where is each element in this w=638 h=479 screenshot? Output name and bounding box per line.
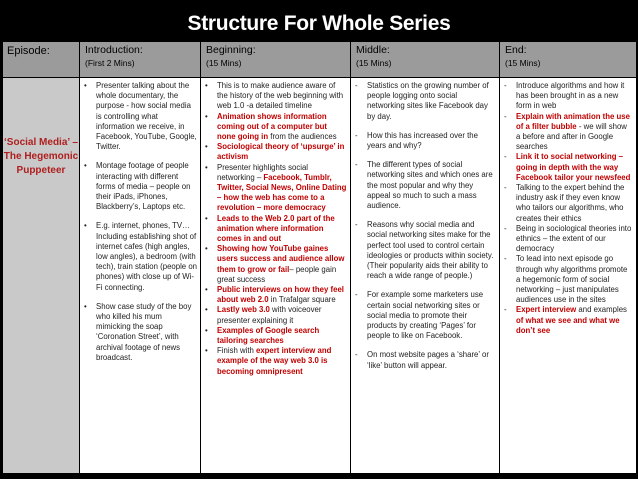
- list-item: [504, 224, 633, 255]
- beginning-list: [201, 78, 350, 377]
- item-text: [516, 183, 624, 223]
- header-beginning: [201, 42, 351, 78]
- beginning-cell: [201, 78, 351, 474]
- plain-text: Statistics on the growing number of people logging onto social networking sites like Facebook day by day.: [367, 81, 489, 121]
- item-text: [217, 285, 344, 304]
- highlight-text: Facebook, Tumblr, Twitter, Social News, Online Dating – how the web has come to a revolution – more democracy: [217, 172, 347, 213]
- bullet-marker: -: [504, 81, 507, 90]
- plain-text: On most website pages a ‘share’ or ‘like’ button will appear.: [367, 350, 489, 370]
- plain-text: from the audiences: [268, 132, 337, 142]
- list-item: [504, 305, 633, 336]
- item-text: [516, 224, 631, 253]
- plain-text: For example some marketers use certain social networking sites or social media to promote their products by creating ‘Pages’ for people to like on Facebook.: [367, 290, 484, 341]
- list-item: [205, 163, 347, 214]
- bullet-marker: -: [504, 152, 507, 162]
- item-text: [217, 244, 344, 284]
- plain-text: Being in sociological theories into ethnics – the extent of our democracy: [516, 223, 632, 254]
- plain-text: Talking to the expert behind the industry ask if they even know who tailors our algorithms, who creates their ethics: [516, 183, 625, 223]
- item-text: [516, 305, 627, 334]
- header-duration: (15 Mins): [356, 58, 392, 68]
- list-item: [84, 221, 197, 292]
- list-item: [504, 81, 633, 112]
- page-title: Structure For Whole Series: [187, 12, 451, 35]
- list-item: [84, 302, 197, 363]
- bullet-marker: •: [205, 325, 208, 335]
- plain-text: E.g. internet, phones, TV… Including establishing shot of internet cafes (high angles, low angles), a bedroom (with tech), train station (people on phones) with close up of Wi-Fi connecting.: [96, 221, 197, 292]
- list-item: [84, 81, 197, 152]
- header-label: Beginning:: [206, 44, 256, 56]
- item-text: [217, 163, 346, 213]
- bullet-marker: •: [205, 346, 208, 356]
- highlight-text: Link it to social networking – going in depth with the way Facebook tailor your newsfeed: [516, 152, 631, 182]
- item-text: [96, 302, 191, 362]
- bullet-marker: -: [355, 220, 358, 230]
- highlight-text: expert interview and example of the way web 3.0 is becoming omnipresent: [217, 346, 332, 376]
- list-item: [205, 285, 347, 305]
- item-text: [367, 290, 483, 340]
- plain-text: Introduce algorithms and how it has been brought in as a new form in web: [516, 81, 625, 111]
- item-text: [516, 152, 630, 181]
- plain-text: This is to make audience aware of the history of the web beginning with web 1.0 -a detailed timeline: [217, 81, 344, 111]
- highlight-text: Expert interview: [516, 305, 577, 315]
- item-text: [96, 161, 190, 211]
- bullet-marker: •: [205, 305, 208, 315]
- plain-text: Presenter highlights social networking –: [217, 162, 309, 182]
- header-label: Middle:: [356, 44, 390, 56]
- plain-text: The different types of social networking sites and which ones are the most popular and why they appeal so much to such a mass audience.: [367, 160, 493, 211]
- header-label: End:: [505, 44, 527, 56]
- header-end: [500, 42, 637, 78]
- bullet-marker: -: [355, 290, 358, 300]
- item-text: [367, 160, 493, 210]
- series-structure-table: [2, 41, 637, 474]
- plain-text: To lead into next episode go through why algorithms promote a hegemonic form of social networking – just manipulates audiences use in the sites: [516, 254, 628, 305]
- plain-text: in Trafalgar square: [268, 295, 336, 305]
- list-item: [355, 350, 496, 370]
- plain-text: Montage footage of people interacting with different forms of media – people on their iPads, iPhones, Blackberry’s, Laptops etc.: [96, 161, 191, 212]
- list-item: [504, 152, 633, 183]
- list-item: [355, 220, 496, 281]
- bullet-marker: -: [504, 305, 507, 315]
- introduction-list: [80, 78, 200, 363]
- highlight-text: Leads to the Web 2.0 part of the animation where information comes in and out: [217, 213, 335, 244]
- middle-cell: [351, 78, 500, 474]
- plain-text: - we will show a before and after in Google searches: [516, 121, 627, 152]
- highlight-text: Lastly web 3.0: [217, 305, 270, 315]
- list-item: [504, 183, 633, 224]
- bullet-marker: •: [205, 81, 208, 90]
- item-text: [516, 254, 627, 304]
- item-text: [367, 220, 493, 280]
- header-introduction: [80, 42, 201, 78]
- item-text: [217, 346, 331, 375]
- plain-text: – people gain great success: [217, 264, 337, 284]
- bullet-marker: •: [205, 142, 208, 152]
- item-text: [96, 81, 197, 151]
- list-item: [355, 160, 496, 211]
- header-row: [3, 42, 637, 78]
- episode-cell: [3, 78, 80, 474]
- bullet-marker: -: [504, 111, 507, 121]
- plain-text: Show case study of the boy who killed his mum mimicking the soap ‘Coronation Street’, with archival footage of news broadcast.: [96, 301, 192, 362]
- item-text: [367, 81, 489, 121]
- item-text: [217, 305, 321, 324]
- bullet-marker: -: [504, 254, 507, 264]
- list-item: [205, 305, 347, 325]
- middle-list: [351, 78, 499, 371]
- bullet-marker: •: [205, 244, 208, 254]
- highlight-text: Sociological theory of ‘upsurge’ in activism: [217, 142, 345, 162]
- highlight-text: Public interviews on how they feel about web 2.0: [217, 285, 344, 305]
- bullet-marker: -: [355, 160, 358, 170]
- highlight-text: Animation shows information coming out of a computer but none going in: [217, 111, 328, 142]
- header-middle: [351, 42, 500, 78]
- bullet-marker: •: [205, 111, 208, 121]
- bullet-marker: •: [84, 81, 87, 90]
- bullet-marker: •: [84, 221, 87, 231]
- bullet-marker: -: [355, 350, 358, 360]
- bullet-marker: -: [355, 130, 358, 140]
- list-item: [205, 81, 347, 112]
- list-item: [355, 131, 496, 151]
- item-text: [367, 350, 489, 369]
- highlight-text: Explain with animation the use of a filter bubble: [516, 111, 630, 131]
- plain-text: with voiceover presenter explaining it: [217, 305, 322, 325]
- header-duration: (15 Mins): [505, 58, 541, 68]
- header-duration: (First 2 Mins): [85, 58, 135, 68]
- end-list: [500, 78, 636, 336]
- item-text: [217, 112, 337, 141]
- item-text: [96, 221, 197, 291]
- header-duration: (15 Mins): [206, 58, 242, 68]
- bullet-marker: •: [84, 161, 87, 171]
- plain-text: Presenter talking about the whole documentary, the purpose - how social media is controlling what information we receive, in Facebook, YouTube, Google, Twitter.: [96, 81, 197, 152]
- list-item: [205, 142, 347, 162]
- bullet-marker: -: [504, 223, 507, 233]
- list-item: [205, 244, 347, 285]
- highlight-text: of what we see and what we don’t see: [516, 315, 620, 335]
- bullet-marker: -: [355, 81, 358, 90]
- list-item: [205, 326, 347, 346]
- plain-text: Finish with: [217, 346, 256, 356]
- item-text: [367, 131, 478, 150]
- highlight-text: Showing how YouTube gaines users success and audience allow them to grow or fail: [217, 244, 345, 274]
- header-episode: Episode:: [3, 42, 80, 78]
- plain-text: How this has increased over the years and why?: [367, 130, 478, 151]
- header-label: Introduction:: [85, 44, 143, 56]
- list-item: [205, 214, 347, 245]
- end-cell: [500, 78, 637, 474]
- item-text: [217, 81, 343, 110]
- bullet-marker: •: [84, 301, 87, 311]
- item-text: [516, 112, 630, 152]
- bullet-marker: •: [205, 213, 208, 223]
- highlight-text: Examples of Google search tailoring searches: [217, 325, 320, 346]
- list-item: [205, 346, 347, 377]
- bullet-marker: -: [504, 183, 507, 193]
- list-item: [355, 81, 496, 122]
- list-item: [84, 161, 197, 212]
- item-text: [217, 214, 335, 243]
- introduction-cell: [80, 78, 201, 474]
- list-item: [504, 112, 633, 153]
- item-text: [217, 142, 344, 161]
- episode-title: ‘Social Media’ – The Hegemonic Puppeteer: [3, 137, 79, 176]
- list-item: [504, 254, 633, 305]
- plain-text: Reasons why social media and social networking sites make for the perfect tool used to control certain ideologies or products within society. (Their popularity aids their ability to reach a wide range of people.): [367, 220, 494, 281]
- list-item: [355, 290, 496, 341]
- item-text: [516, 81, 624, 110]
- list-item: [205, 112, 347, 143]
- bullet-marker: •: [205, 285, 208, 295]
- plain-text: and examples: [576, 305, 627, 315]
- item-text: [217, 326, 319, 345]
- bullet-marker: •: [205, 162, 208, 172]
- content-row: [3, 78, 637, 474]
